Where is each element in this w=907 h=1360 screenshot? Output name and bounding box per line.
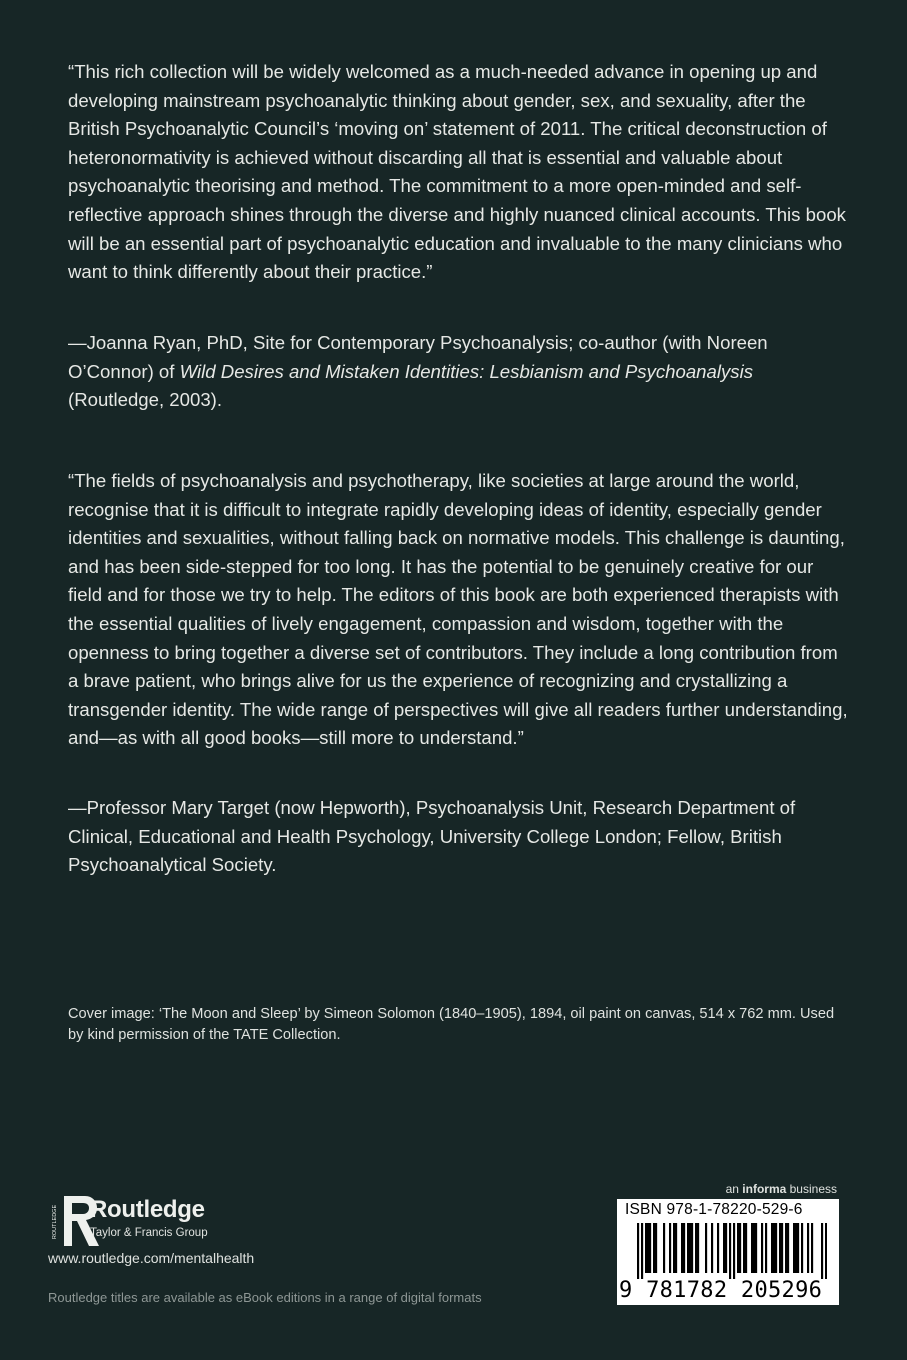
barcode-bar (637, 1223, 639, 1279)
barcode-bar (673, 1223, 675, 1273)
ebook-note: Routledge titles are available as eBook editions in a range of digital formats (48, 1290, 482, 1305)
informa-suffix: business (786, 1182, 837, 1196)
barcode-bar (729, 1223, 731, 1279)
barcode-bar (705, 1223, 707, 1273)
attribution-1-suffix: (Routledge, 2003). (68, 389, 223, 411)
barcode-bar (785, 1223, 787, 1273)
barcode-bar (751, 1223, 753, 1273)
review-attribution-2: —Professor Mary Target (now Hepworth), Psychoanalysis Unit, Research Department of Clinical, Educational and Health Psychology, University College London; Fellow, British Psychoanalytical Society. (68, 797, 796, 876)
barcode-bar (655, 1223, 657, 1273)
barcode-bar (793, 1223, 795, 1273)
barcode-bar (775, 1223, 777, 1273)
barcode-bar (739, 1223, 741, 1273)
barcode-bar (795, 1223, 797, 1273)
barcode-bar (647, 1223, 649, 1273)
barcode-bar (787, 1223, 789, 1273)
informa-tagline (726, 1182, 837, 1196)
attribution-1-book-title: Wild Desires and Mistaken Identities: Lesbianism and Psychoanalysis (179, 360, 754, 382)
barcode-bar (761, 1223, 763, 1273)
barcode-bar (675, 1223, 677, 1273)
review-quote-2: “The fields of psychoanalysis and psychotherapy, like societies at large around the world, recognise that it is difficult to integrate rapidly developing ideas of identity, especially gender identities and sexualities, without falling back on normative models. This challenge is daunting, and has been side-stepped for too long. It has the potential to be genuinely creative for our field and for those we try to help. The editors of this book are both experienced therapists with the essential qualities of lively engagement, compassion and wisdom, together with the openness to bring together a diverse set of contributors. They include a long contribution from a brave patient, who brings alive for us the experience of recognizing and crystallizing a transgender identity. The wide range of perspectives will give all readers further understanding, and—as with all good books—still more to understand.” (68, 470, 848, 749)
informa-brand: informa (742, 1182, 787, 1196)
barcode-bar (717, 1223, 719, 1273)
barcode-bar (697, 1223, 699, 1273)
informa-prefix: an (725, 1182, 743, 1196)
barcode-bar (649, 1223, 651, 1273)
barcode-bar (779, 1223, 781, 1273)
barcode-bar (725, 1223, 727, 1273)
attribution-1-prefix: —Joanna Ryan, PhD, Site for Contemporary Psychoanalysis; co-author (with Noreen O’Connor) of (68, 332, 768, 382)
barcode-bar (691, 1223, 693, 1273)
barcode-bar (745, 1223, 747, 1273)
barcode-bar (653, 1223, 655, 1273)
barcode-bar (737, 1223, 739, 1273)
barcode-bar (811, 1223, 813, 1273)
review-attribution-1 (68, 329, 848, 415)
barcode-bar (733, 1223, 735, 1279)
barcode-bar (695, 1223, 697, 1273)
logo-wordmark: ROUTLEDGE (52, 1204, 58, 1240)
barcode-bar (743, 1223, 745, 1273)
barcode-bar (669, 1223, 671, 1273)
isbn-barcode (617, 1199, 839, 1305)
publisher-name: Routledge (90, 1196, 205, 1223)
review-quote-1: “This rich collection will be widely welcomed as a much-needed advance in opening up and developing mainstream psychoanalytic thinking about gender, sex, and sexuality, after the British Psychoanalytic Council’s ‘moving on’ statement of 2011. The critical deconstruction of heteronormativity is achieved without discarding all that is essential and valuable about psychoanalytic theorising and method. The commitment to a more open-minded and self-reflective approach shines through the diverse and highly nuanced clinical accounts. This book will be an essential part of psychoanalytic education and invaluable to the many clinicians who want to think differently about their practice.” (68, 61, 846, 283)
barcode-bar (771, 1223, 773, 1273)
barcode-bar (645, 1223, 647, 1273)
barcode-bars (637, 1223, 827, 1279)
publisher-block (90, 1197, 208, 1240)
barcode-bar (641, 1223, 643, 1279)
barcode-bar (681, 1223, 683, 1273)
barcode-bar (773, 1223, 775, 1273)
barcode-bar (797, 1223, 799, 1273)
publisher-url[interactable]: www.routledge.com/mentalhealth (48, 1250, 255, 1266)
barcode-bar (807, 1223, 809, 1273)
barcode-bar (825, 1223, 827, 1279)
barcode-bar (753, 1223, 755, 1273)
barcode-bar (821, 1223, 823, 1279)
barcode-bar (689, 1223, 691, 1273)
barcode-bar (663, 1223, 665, 1273)
barcode-bar (723, 1223, 725, 1273)
barcode-bar (687, 1223, 689, 1273)
barcode-bar (801, 1223, 803, 1273)
barcode-bar (781, 1223, 783, 1273)
barcode-bar (755, 1223, 757, 1273)
barcode-bar (711, 1223, 713, 1273)
barcode-bar (683, 1223, 685, 1273)
cover-image-credit: Cover image: ‘The Moon and Sleep’ by Simeon Solomon (1840–1905), 1894, oil paint on canvas, 514 x 762 mm. Used by kind permission of the TATE Collection. (68, 1006, 835, 1043)
barcode-digits: 9 781782 205296 (619, 1278, 823, 1303)
publisher-group: Taylor & Francis Group (90, 1227, 208, 1239)
barcode-bar (765, 1223, 767, 1273)
isbn-label: ISBN 978-1-78220-529-6 (625, 1201, 803, 1218)
